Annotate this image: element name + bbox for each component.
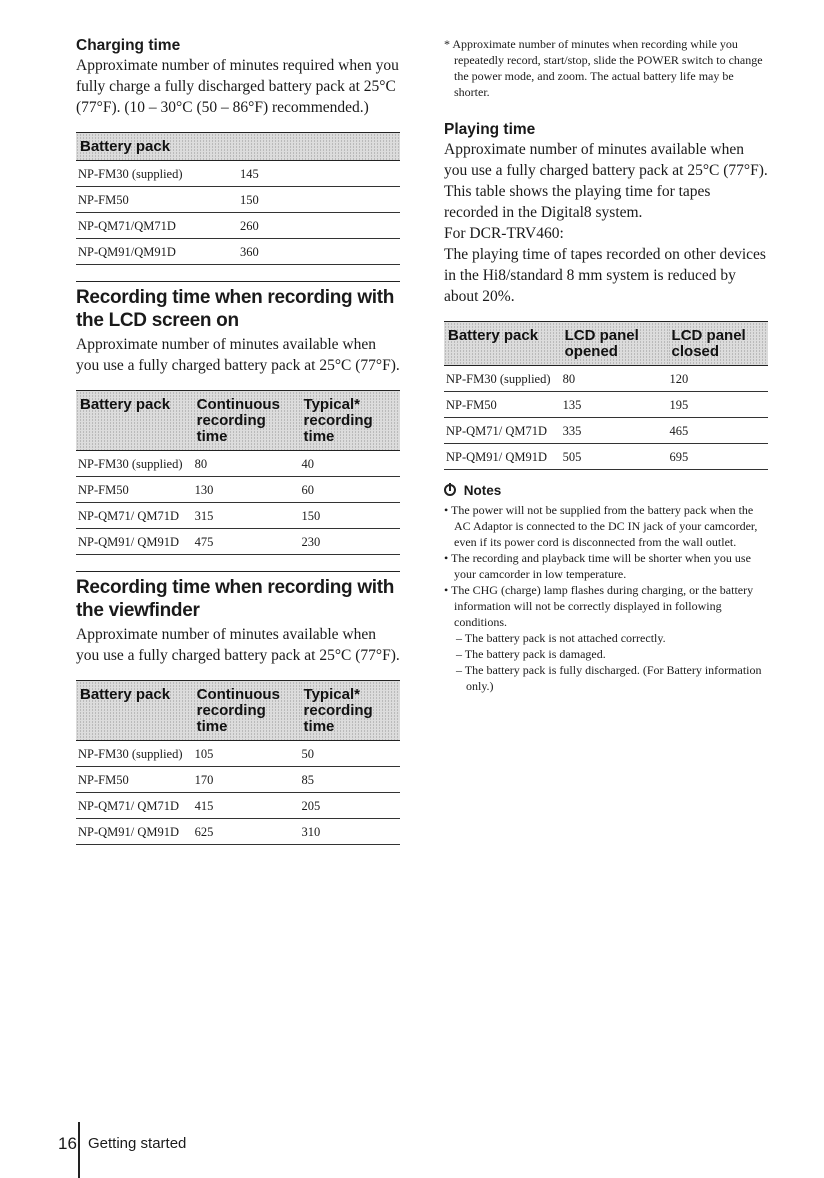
footer-divider <box>78 1122 80 1178</box>
table-cell: NP-FM30 (supplied) <box>76 741 193 767</box>
table-cell: 335 <box>561 418 668 444</box>
playing-time-reduction-text: The playing time of tapes recorded on other devices in the Hi8/standard 8 mm system is reduced by about 20%. <box>444 246 766 305</box>
table-row <box>444 366 768 392</box>
table-cell: 505 <box>561 444 668 470</box>
table-cell: 475 <box>193 529 300 555</box>
table-cell: 205 <box>300 793 400 819</box>
table-cell: 170 <box>193 767 300 793</box>
table-header-row <box>76 681 400 741</box>
note-text: The power will not be supplied from the battery pack when the AC Adaptor is connected to the DC IN jack of your camcorder, even if its power cord is disconnected from the wall outlet. <box>450 503 758 549</box>
section-label: Getting started <box>88 1135 187 1152</box>
table-cell: 50 <box>300 741 400 767</box>
left-column <box>76 36 400 845</box>
note-subitem: – The battery pack is not attached correctly. <box>456 631 666 645</box>
table-cell: 60 <box>300 477 400 503</box>
table-cell: 310 <box>300 819 400 845</box>
charging-time-text: Approximate number of minutes required when you fully charge a fully discharged battery pack at 25°C (77°F). (10 – 30°C (50 – 86°F) recommended.) <box>76 57 399 116</box>
footnote-text: * Approximate number of minutes when recording while you repeatedly record, start/stop, slide the POWER switch to change the power mode, and zoom. The actual battery life may be shorter. <box>444 37 763 99</box>
table-row <box>444 418 768 444</box>
viewfinder-recording-heading: Recording time when recording with the viewfinder <box>76 571 400 622</box>
note-subtext: The battery pack is damaged. <box>464 647 606 661</box>
table-cell: 40 <box>300 451 400 477</box>
lcd-recording-heading: Recording time when recording with the LCD screen on <box>76 281 400 332</box>
lcd-recording-table <box>76 390 400 555</box>
table-row <box>444 392 768 418</box>
table-row <box>76 451 400 477</box>
table-cell: NP-QM71/ QM71D <box>444 418 561 444</box>
table-cell: NP-FM30 (supplied) <box>76 451 193 477</box>
note-subitem: – The battery pack is fully discharged. (For Battery information only.) <box>456 663 762 693</box>
table-row <box>76 161 400 187</box>
table-cell: NP-QM71/QM71D <box>76 213 238 239</box>
table-cell: NP-QM91/ QM91D <box>444 444 561 470</box>
note-text: The CHG (charge) lamp flashes during charging, or the battery information will not be correctly displayed in following conditions. <box>450 583 754 629</box>
table-header: LCD panel opened <box>561 322 668 366</box>
table-cell: NP-QM71/ QM71D <box>76 793 193 819</box>
table-cell: 260 <box>238 213 400 239</box>
table-cell: NP-FM30 (supplied) <box>76 161 238 187</box>
table-header: Typical* recording time <box>300 391 400 451</box>
right-column <box>444 36 768 694</box>
note-item: • The CHG (charge) lamp flashes during charging, or the battery information will not be correctly displayed in following conditions. <box>444 583 754 629</box>
note-item: • The power will not be supplied from the battery pack when the AC Adaptor is connected to the DC IN jack of your camcorder, even if its power cord is disconnected from the wall outlet. <box>444 503 758 549</box>
table-cell: 150 <box>300 503 400 529</box>
table-header: Continuous recording time <box>193 681 300 741</box>
table-cell: 135 <box>561 392 668 418</box>
note-subtext: The battery pack is fully discharged. (For Battery information only.) <box>464 663 762 693</box>
table-header: Battery pack <box>76 681 193 741</box>
table-cell: NP-QM91/ QM91D <box>76 529 193 555</box>
table-row <box>444 444 768 470</box>
table-cell: 120 <box>668 366 768 392</box>
table-cell: 145 <box>238 161 400 187</box>
table-cell: 80 <box>193 451 300 477</box>
table-cell: 360 <box>238 239 400 265</box>
notes-heading <box>444 482 768 500</box>
table-cell: NP-FM50 <box>76 767 193 793</box>
table-row <box>76 187 400 213</box>
table-header: Typical* recording time <box>300 681 400 741</box>
table-cell: 465 <box>668 418 768 444</box>
table-cell: 105 <box>193 741 300 767</box>
charging-time-table <box>76 132 400 265</box>
table-cell: NP-FM50 <box>444 392 561 418</box>
playing-time-table <box>444 321 768 470</box>
playing-time-heading: Playing time <box>444 121 536 138</box>
charging-time-heading: Charging time <box>76 37 181 54</box>
table-header: LCD panel closed <box>668 322 768 366</box>
table-cell: 85 <box>300 767 400 793</box>
table-cell: NP-QM71/ QM71D <box>76 503 193 529</box>
table-cell: NP-QM91/ QM91D <box>76 819 193 845</box>
table-cell: 195 <box>668 392 768 418</box>
table-row <box>76 741 400 767</box>
table-row <box>76 819 400 845</box>
table-header: Battery pack <box>76 391 193 451</box>
table-header: Battery pack <box>444 322 561 366</box>
table-header-row <box>76 391 400 451</box>
table-row <box>76 239 400 265</box>
table-cell: 150 <box>238 187 400 213</box>
table-cell: NP-QM91/QM91D <box>76 239 238 265</box>
table-row <box>76 793 400 819</box>
viewfinder-recording-text: Approximate number of minutes available when you use a fully charged battery pack at 25°C (77°F). <box>76 626 400 664</box>
table-cell: NP-FM30 (supplied) <box>444 366 561 392</box>
table-cell: NP-FM50 <box>76 477 193 503</box>
table-cell: 230 <box>300 529 400 555</box>
playing-time-model-text: For DCR-TRV460: <box>444 225 564 242</box>
table-header-row <box>444 322 768 366</box>
lcd-recording-text: Approximate number of minutes available when you use a fully charged battery pack at 25°C (77°F). <box>76 336 400 374</box>
note-subtext: The battery pack is not attached correctly. <box>464 631 666 645</box>
table-cell: NP-FM50 <box>76 187 238 213</box>
table-row <box>76 529 400 555</box>
table-header: Continuous recording time <box>193 391 300 451</box>
table-header: Battery pack <box>76 133 400 161</box>
table-cell: 315 <box>193 503 300 529</box>
playing-time-system-text: This table shows the playing time for tapes recorded in the Digital8 system. <box>444 183 711 221</box>
viewfinder-recording-table <box>76 680 400 845</box>
table-cell: 130 <box>193 477 300 503</box>
note-text: The recording and playback time will be shorter when you use your camcorder in low temperature. <box>450 551 751 581</box>
caution-icon <box>444 484 456 496</box>
note-subitem: – The battery pack is damaged. <box>456 647 606 661</box>
page-number: 16 <box>58 1134 77 1153</box>
table-cell: 695 <box>668 444 768 470</box>
table-header-row <box>76 133 400 161</box>
table-row <box>76 767 400 793</box>
table-row <box>76 477 400 503</box>
playing-time-text: Approximate number of minutes available when you use a fully charged battery pack at 25°C (77°F). <box>444 141 768 179</box>
table-cell: 80 <box>561 366 668 392</box>
note-item: • The recording and playback time will be shorter when you use your camcorder in low temperature. <box>444 551 751 581</box>
notes-label: Notes <box>463 483 502 498</box>
table-row <box>76 503 400 529</box>
table-cell: 415 <box>193 793 300 819</box>
table-cell: 625 <box>193 819 300 845</box>
table-row <box>76 213 400 239</box>
